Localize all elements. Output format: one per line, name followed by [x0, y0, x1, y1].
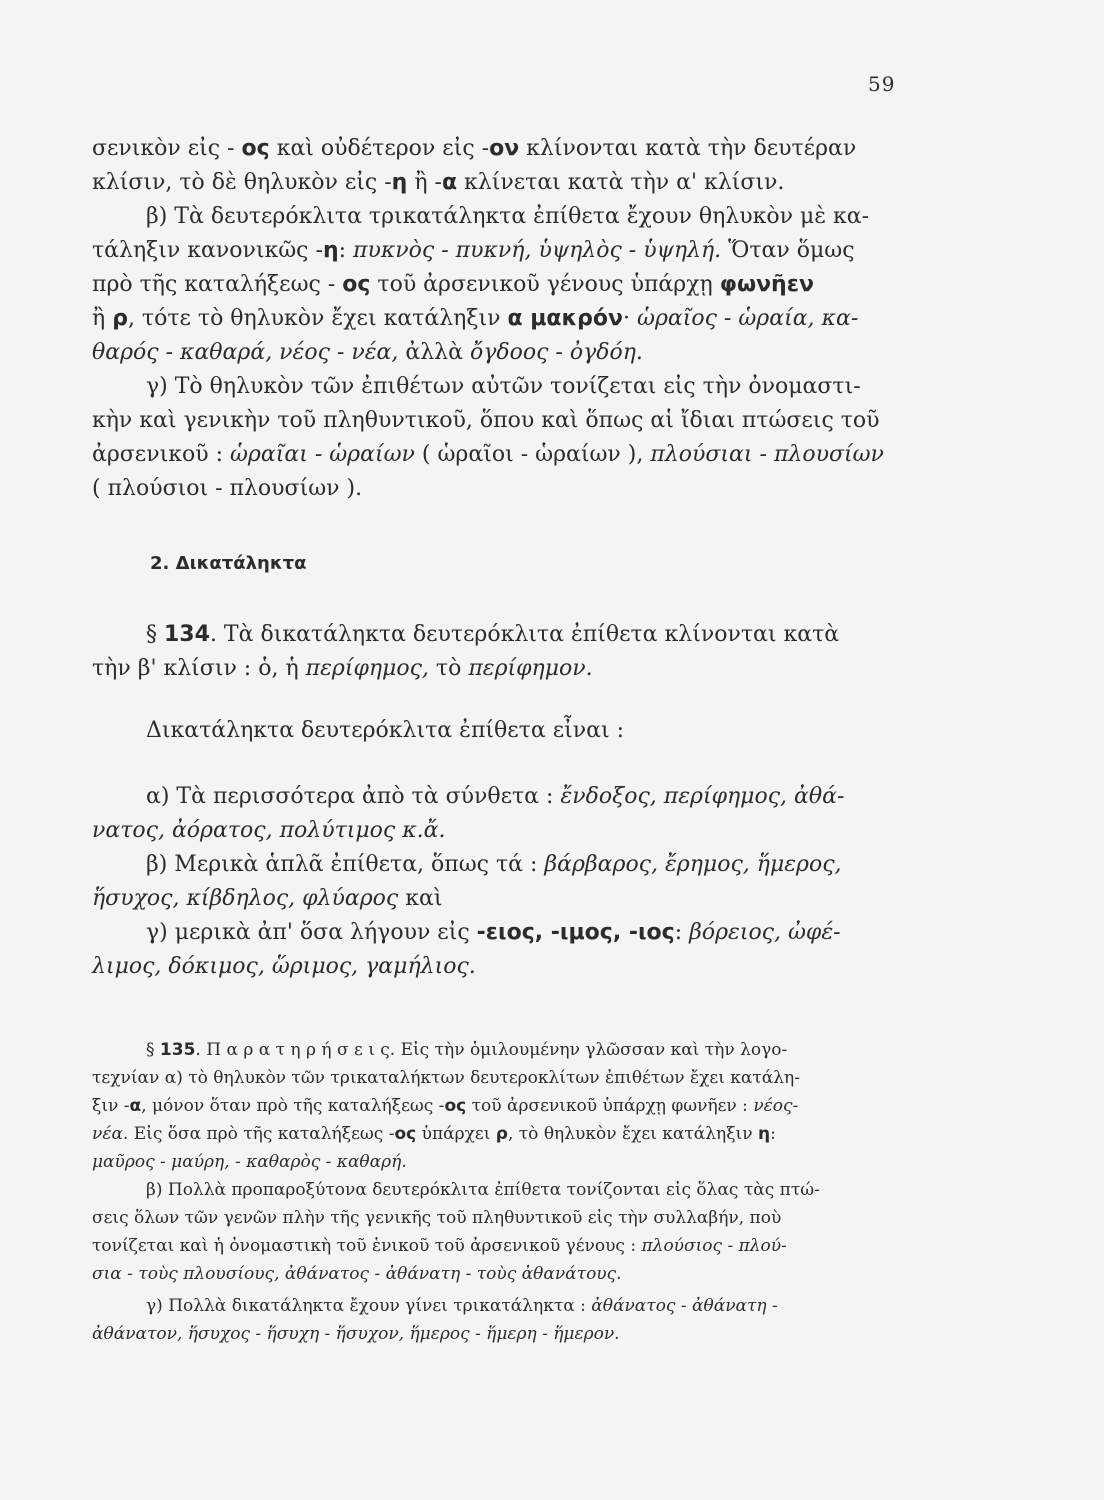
- text-line: λιμος, δόκιμος, ὥριμος, γαμήλιος.: [92, 954, 476, 979]
- text-line: γ) Πολλὰ δικατάληκτα ἔχουν γίνει τρικατάληκτα : ἀθάνατος - ἀθάνατη -: [146, 1296, 778, 1316]
- section-heading: 2. Δικατάληκτα: [150, 553, 307, 574]
- text-line: πρὸ τῆς καταλήξεως - ος τοῦ ἀρσενικοῦ γένους ὑπάρχῃ φωνῆεν: [92, 272, 814, 297]
- text-line: β) Πολλὰ προπαροξύτονα δευτερόκλιτα ἐπίθετα τονίζονται εἰς ὅλας τὰς πτώ-: [146, 1180, 820, 1200]
- text-line: τεχνίαν α) τὸ θηλυκὸν τῶν τρικαταλήκτων δευτεροκλίτων ἐπιθέτων ἔχει κατάλη-: [92, 1068, 800, 1088]
- text-line: σενικὸν εἰς - ος καὶ οὐδέτερον εἰς -ον κλίνονται κατὰ τὴν δευτέραν: [92, 136, 857, 161]
- text-line: νατος, ἀόρατος, πολύτιμος κ.ἄ.: [92, 818, 446, 843]
- text-line: ( πλούσιοι - πλουσίων ).: [92, 476, 363, 501]
- text-line: α) Τὰ περισσότερα ἀπὸ τὰ σύνθετα : ἔνδοξος, περίφημος, ἀθά-: [146, 784, 845, 809]
- text-line: μαῦρος - μαύρη, - καθαρὸς - καθαρή.: [92, 1152, 407, 1172]
- text-line: σια - τοὺς πλουσίους, ἀθάνατος - ἀθάνατη - τοὺς ἀθανάτους.: [92, 1264, 622, 1284]
- text-line: β) Τὰ δευτερόκλιτα τρικατάληκτα ἐπίθετα ἔχουν θηλυκὸν μὲ κα-: [146, 204, 870, 229]
- text-line: ξιν -α, μόνον ὅταν πρὸ τῆς καταλήξεως -ος τοῦ ἀρσενικοῦ ὑπάρχῃ φωνῆεν : νέος-: [92, 1096, 799, 1116]
- page-number: 59: [868, 72, 896, 96]
- text-line: τάληξιν κανονικῶς -η: πυκνὸς - πυκνή, ὑψηλὸς - ὑψηλή. Ὅταν ὅμως: [92, 238, 855, 263]
- text-line: θαρός - καθαρά, νέος - νέα, ἀλλὰ ὄγδοος - ὀγδόη.: [92, 340, 643, 365]
- text-line: ἢ ρ, τότε τὸ θηλυκὸν ἔχει κατάληξιν α μακρόν· ὡραῖος - ὡραία, κα-: [92, 306, 859, 331]
- text-line: ἥσυχος, κίβδηλος, φλύαρος καὶ: [92, 886, 443, 911]
- text-line: νέα. Εἰς ὅσα πρὸ τῆς καταλήξεως -ος ὑπάρχει ρ, τὸ θηλυκὸν ἔχει κατάληξιν η:: [92, 1124, 776, 1144]
- text-line: Δικατάληκτα δευτερόκλιτα ἐπίθετα εἶναι :: [146, 718, 624, 743]
- text-line: ἀθάνατον, ἥσυχος - ἥσυχη - ἥσυχον, ἥμερος - ἥμερη - ἥμερον.: [92, 1324, 620, 1344]
- text-line: τὴν β' κλίσιν : ὁ, ἡ περίφημος, τὸ περίφημον.: [92, 656, 593, 681]
- text-line: τονίζεται καὶ ἡ ὀνομαστικὴ τοῦ ἑνικοῦ τοῦ ἀρσενικοῦ γένους : πλούσιος - πλού-: [92, 1236, 787, 1256]
- text-line: § 135. Π α ρ α τ η ρ ή σ ε ι ς. Εἰς τὴν ὁμιλουμένην γλῶσσαν καὶ τὴν λογο-: [146, 1040, 788, 1060]
- text-line: κλίσιν, τὸ δὲ θηλυκὸν εἰς -η ἢ -α κλίνεται κατὰ τὴν α' κλίσιν.: [92, 170, 785, 195]
- text-line: σεις ὅλων τῶν γενῶν πλὴν τῆς γενικῆς τοῦ πληθυντικοῦ εἰς τὴν συλλαβήν, ποὺ: [92, 1208, 782, 1228]
- text-line: γ) Τὸ θηλυκὸν τῶν ἐπιθέτων αὐτῶν τονίζεται εἰς τὴν ὀνομαστι-: [146, 374, 861, 399]
- text-line: β) Μερικὰ ἁπλᾶ ἐπίθετα, ὅπως τά : βάρβαρος, ἔρημος, ἥμερος,: [146, 852, 842, 877]
- text-line: κὴν καὶ γενικὴν τοῦ πληθυντικοῦ, ὅπου καὶ ὅπως αἱ ἴδιαι πτώσεις τοῦ: [92, 408, 880, 433]
- text-line: § 134. Τὰ δικατάληκτα δευτερόκλιτα ἐπίθετα κλίνονται κατὰ: [146, 622, 840, 647]
- text-line: γ) μερικὰ ἀπ' ὅσα λήγουν εἰς -ειος, -ιμος, -ιος: βόρειος, ὠφέ-: [146, 920, 841, 945]
- text-line: ἀρσενικοῦ : ὡραῖαι - ὡραίων ( ὡραῖοι - ὡραίων ), πλούσιαι - πλουσίων: [92, 442, 884, 467]
